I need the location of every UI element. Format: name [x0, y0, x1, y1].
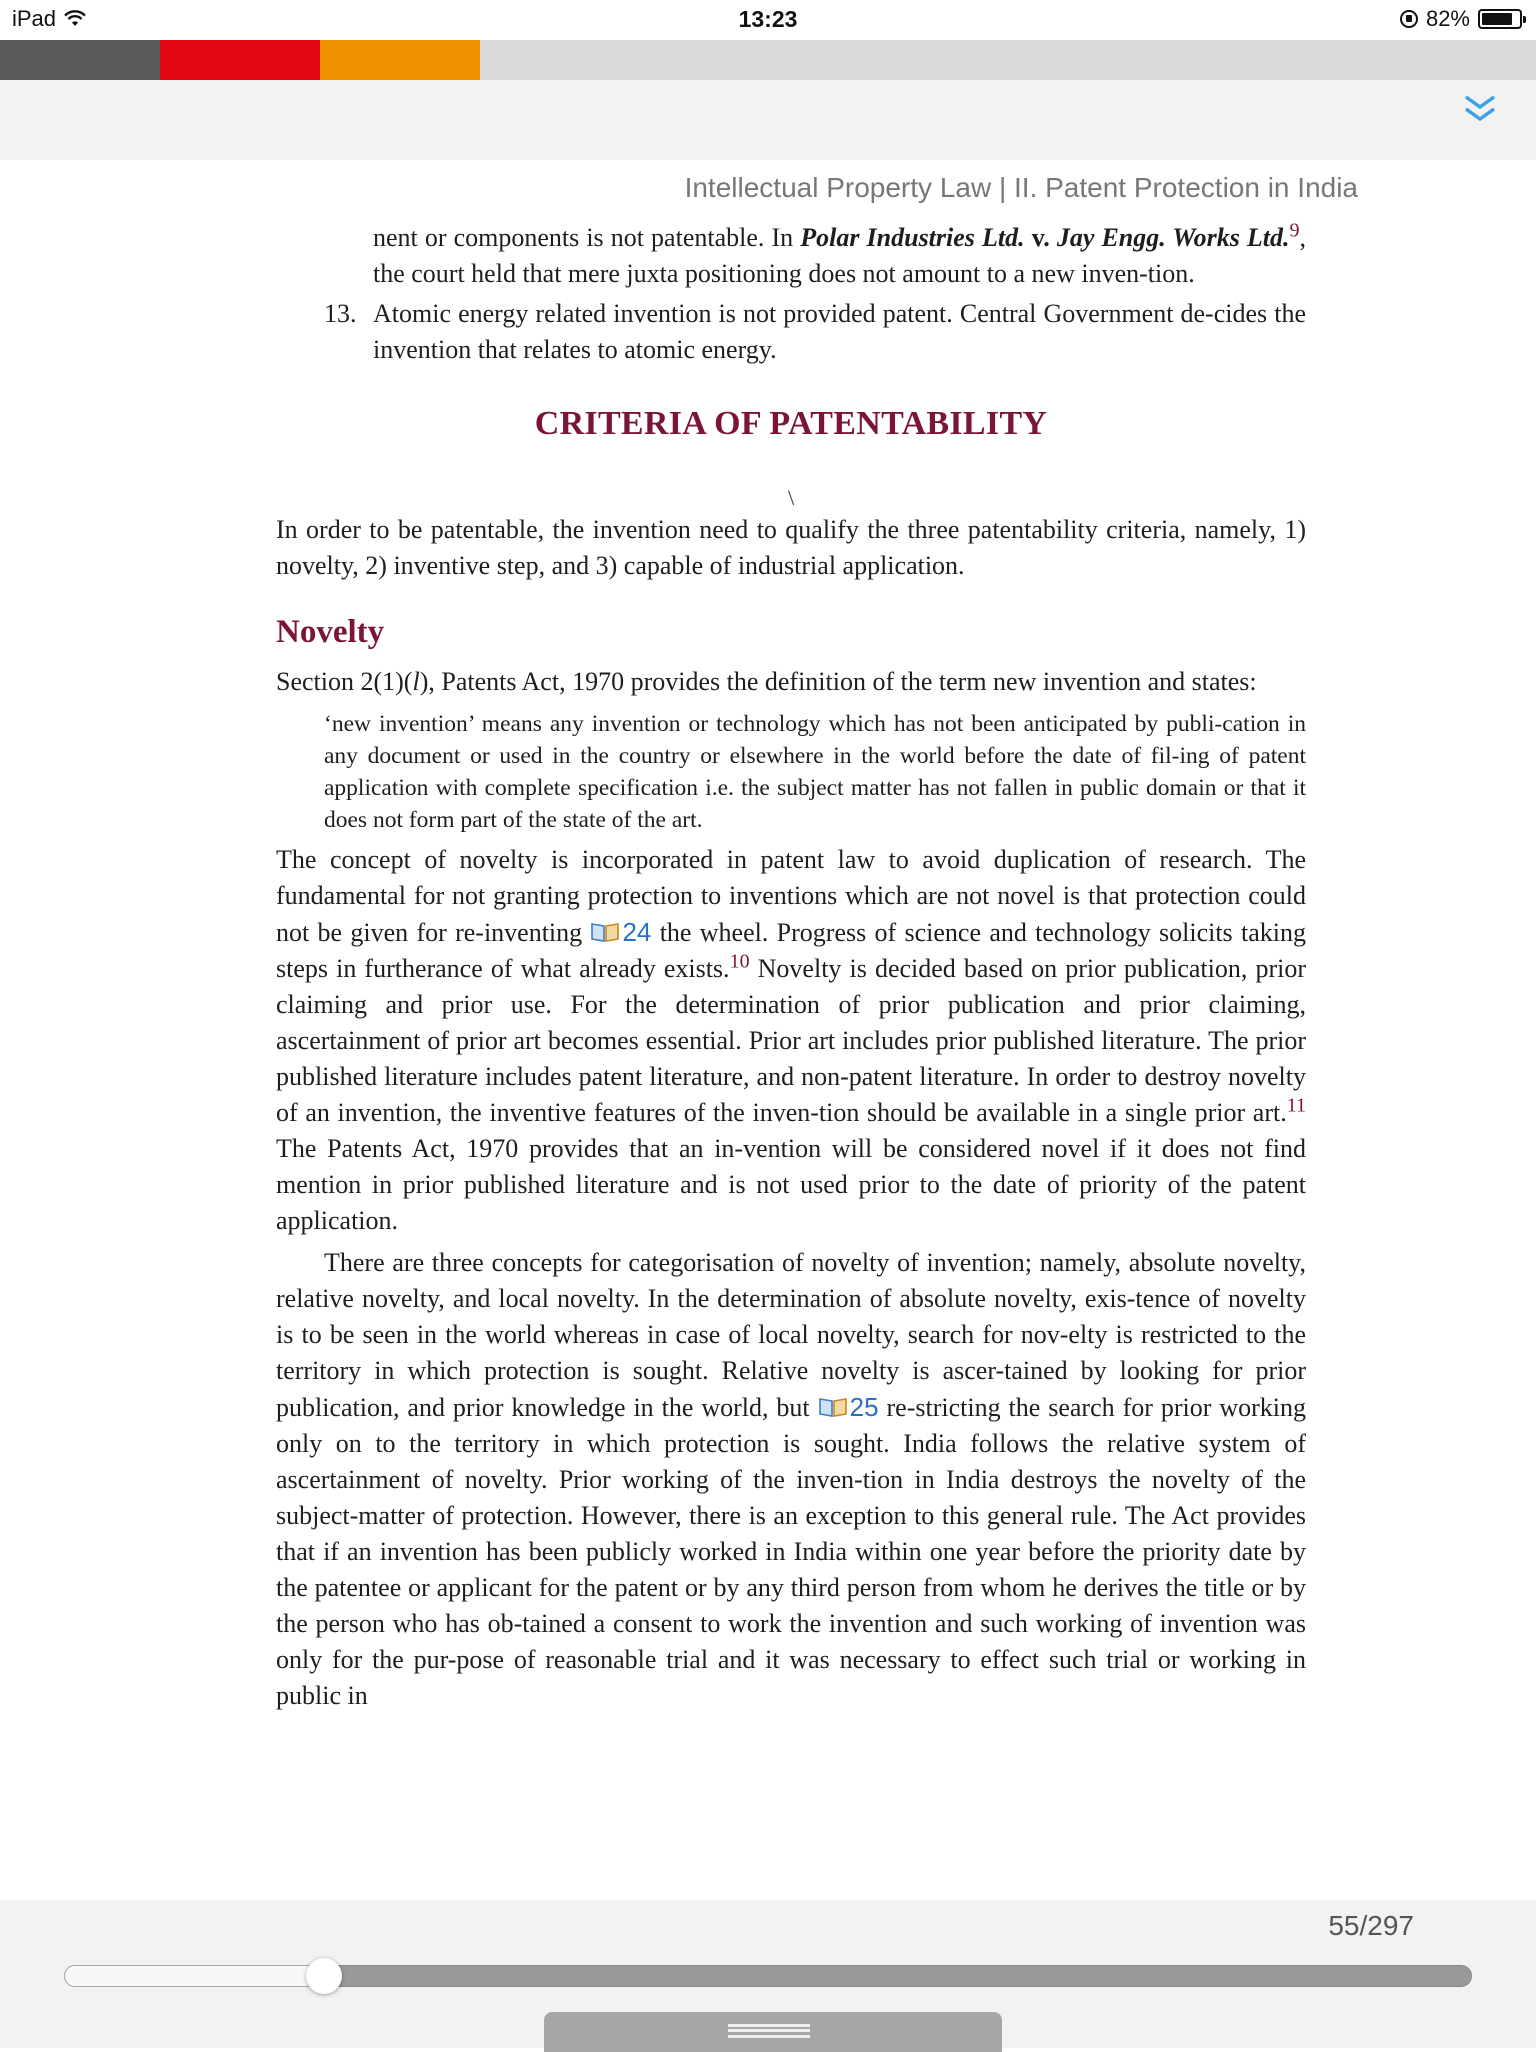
page-slider-progress [64, 1965, 324, 1987]
page-content [276, 220, 1306, 1714]
text-span: , the court held that mere juxta positioning does not amount to a new inven-tion. [373, 223, 1306, 288]
reference-number: 25 [849, 1392, 879, 1422]
list-item-12-continued [276, 220, 1306, 292]
section-paragraph [276, 664, 1306, 700]
status-bar [0, 0, 1536, 40]
page-reference-link[interactable] [818, 1392, 879, 1422]
text-span: ), Patents Act, 1970 provides the definition of the term new invention and states: [419, 667, 1257, 696]
grip-icon[interactable] [728, 2024, 810, 2038]
strip-segment-gray [0, 40, 160, 80]
list-item-13 [276, 296, 1306, 368]
color-strip [0, 40, 1536, 80]
strip-segment-orange [320, 40, 480, 80]
text-span: There are three concepts for categorisation of novelty of invention; namely, absolute novelty, relative novelty, and local novelty. In the determination of absolute novelty, exis-tence of novelty is to be seen in the world whereas in case of local novelty, search for nov-elty is restricted to the territory in which protection is sought. Relative novelty is ascer-tained by looking for prior publication, and prior knowledge in the world, but [276, 1248, 1306, 1422]
battery-fill [1482, 13, 1512, 25]
running-head: Intellectual Property Law | II. Patent Protection in India [684, 172, 1358, 203]
footnote-10[interactable]: 10 [729, 950, 750, 973]
stray-backslash: \ [787, 485, 795, 510]
clock: 13:23 [738, 6, 798, 32]
text-span: Novelty is decided based on prior publication, prior claiming and prior use. For the determination of prior publication and prior claiming, ascertainment of prior art becomes essential. Prior art includes prior published literature. The prior published literature includes patent literature, and non-patent literature. In order to destroy novelty of an invention, the inventive features of the inven-tion should be available in a single prior art. [276, 954, 1306, 1127]
text-span: The Patents Act, 1970 provides that an in-vention will be considered novel if it does not find mention in prior published literature and is not used prior to the date of priority of the patent application. [276, 1134, 1306, 1235]
text-span: Section 2(1)( [276, 667, 413, 696]
text-span: The concept of novelty is incorporated in patent law to avoid duplication of research. The fundamental for not granting protection to inventions which are not novel is that protection could not be given for re-inventing [276, 845, 1306, 947]
book-icon [818, 1396, 848, 1418]
double-chevron-down-icon[interactable] [1458, 92, 1502, 136]
list-number: 13. [324, 299, 357, 328]
status-right [1400, 6, 1522, 32]
strip-segment-red [160, 40, 320, 80]
italic-l: l [412, 667, 420, 696]
footnote-9[interactable]: 9 [1289, 219, 1300, 242]
double-chevron-down-svg [1462, 93, 1498, 125]
section-title: CRITERIA OF PATENTABILITY [534, 405, 1048, 442]
orientation-lock-icon [1400, 10, 1418, 28]
case-name: Jay Engg. Works Ltd. [1056, 223, 1290, 252]
subheading-novelty: Novelty [276, 614, 385, 650]
text-span: nent or components is not patentable. In [373, 223, 801, 252]
page-count: 55/297 [1328, 1910, 1414, 1941]
paragraph-novelty-types [276, 1245, 1306, 1714]
paragraph-novelty-concept [276, 842, 1306, 1239]
case-name: Polar Industries Ltd. [800, 223, 1025, 252]
text-span: re-stricting the search for prior working only on to the territory in which protection is sought. India follows the relative system of ascertainment of novelty. Prior working of the inven-tion in India destroys the novelty of the subject-matter of protection. However, there is an exception to this general rule. The Act provides that if an invention has been publicly worked in India within one year before the priority date by the patentee or applicant for the patent or by any third person from whom he derives the title or by the person who has ob-tained a consent to work the invention and such working of invention was only for the pur-pose of reasonable trial and it was necessary to effect such trial or working in public in [276, 1393, 1306, 1710]
battery-icon [1478, 9, 1522, 29]
block-quote: ‘new invention’ means any invention or technology which has not been anticipated by publi-cation in any document or used in the country or elsewhere in the world before the date of fil-ing of patent application with complete specification i.e. the subject matter has not fallen in public domain or that it does not form part of the state of the art. [324, 711, 1306, 833]
footnote-11[interactable]: 11 [1286, 1094, 1306, 1117]
text-span: Atomic energy related invention is not provided patent. Central Government de-cides the invention that relates to atomic energy. [373, 299, 1306, 364]
book-icon [590, 921, 620, 943]
reference-number: 24 [622, 917, 652, 947]
page-reference-link[interactable] [590, 917, 651, 947]
text-span: the wheel. Progress of science and technology solicits taking steps in furtherance of what already exists. [276, 918, 1306, 983]
device-label: iPad [12, 6, 57, 31]
battery-percent: 82% [1425, 6, 1470, 31]
intro-paragraph: In order to be patentable, the invention need to qualify the three patentability criteria, namely, 1) novelty, 2) inventive step, and 3) capable of industrial application. [276, 515, 1306, 580]
case-v: v. [1024, 223, 1057, 252]
reader-header [0, 80, 1536, 160]
